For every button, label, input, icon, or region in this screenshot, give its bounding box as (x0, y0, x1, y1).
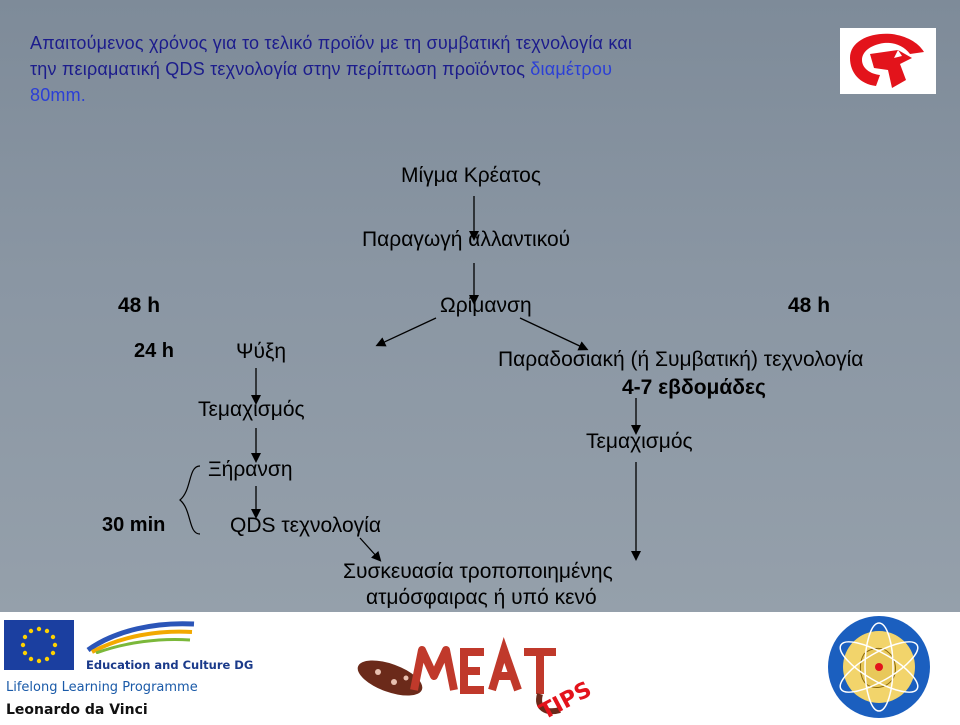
time-48h-left: 48 h (118, 294, 161, 317)
title-line-1: Απαιτούμενος χρόνος για το τελικό προϊόν με τη συμβατική τεχνολογία και (30, 33, 633, 53)
node-slicing-right: Τεμαχισμός (586, 430, 693, 453)
time-24h: 24 h (134, 340, 175, 362)
arrow-qds-to-packaging (360, 538, 378, 558)
svg-text:TIPS: TIPS (535, 677, 596, 718)
education-culture-swoosh (86, 620, 196, 654)
arrow-ripening-to-right (520, 318, 584, 348)
meat-tips-logo (350, 628, 600, 718)
leonardo-text: Leonardo da Vinci (6, 702, 148, 718)
node-cooling: Ψύξη (236, 340, 287, 363)
meat-tips-icon (350, 628, 600, 718)
footer-logos (0, 612, 960, 720)
lifelong-learning-text: Lifelong Learning Programme (6, 680, 198, 695)
time-30min: 30 min (102, 514, 166, 536)
chemists-association-seal (826, 614, 932, 720)
eu-flag (4, 620, 74, 670)
time-4-7-weeks: 4-7 εβδομάδες (622, 376, 766, 399)
node-packaging-line-1: Συσκευασία τροποποιημένης (343, 560, 613, 583)
eu-stars-icon (4, 620, 74, 670)
node-meat-mix: Μίγμα Κρέατος (401, 164, 541, 187)
node-sausage-production: Παραγωγή αλλαντικού (362, 228, 571, 251)
swoosh-icon (86, 620, 196, 654)
time-48h-right: 48 h (788, 294, 831, 317)
arrow-ripening-to-left (380, 318, 436, 344)
title-line-3: 80mm. (30, 85, 87, 105)
title-line-2-main: την πειραματική QDS τεχνολογία στην περίπτωση προϊόντος (30, 59, 531, 79)
node-qds-technology: QDS τεχνολογία (230, 514, 381, 537)
atom-seal-icon (826, 614, 932, 720)
brace-qds (180, 466, 200, 534)
title-line-2-highlight: διαμέτρου (530, 59, 613, 79)
node-packaging-line-2: ατμόσφαιρας ή υπό κενό (366, 586, 597, 609)
node-traditional-technology: Παραδοσιακή (ή Συμβατική) τεχνολογία (498, 348, 864, 371)
node-slicing-left: Τεμαχισμός (198, 398, 305, 421)
node-drying: Ξήρανση (208, 458, 293, 481)
education-culture-text: Education and Culture DG (86, 658, 254, 672)
node-ripening: Ωρίμανση (440, 294, 532, 317)
